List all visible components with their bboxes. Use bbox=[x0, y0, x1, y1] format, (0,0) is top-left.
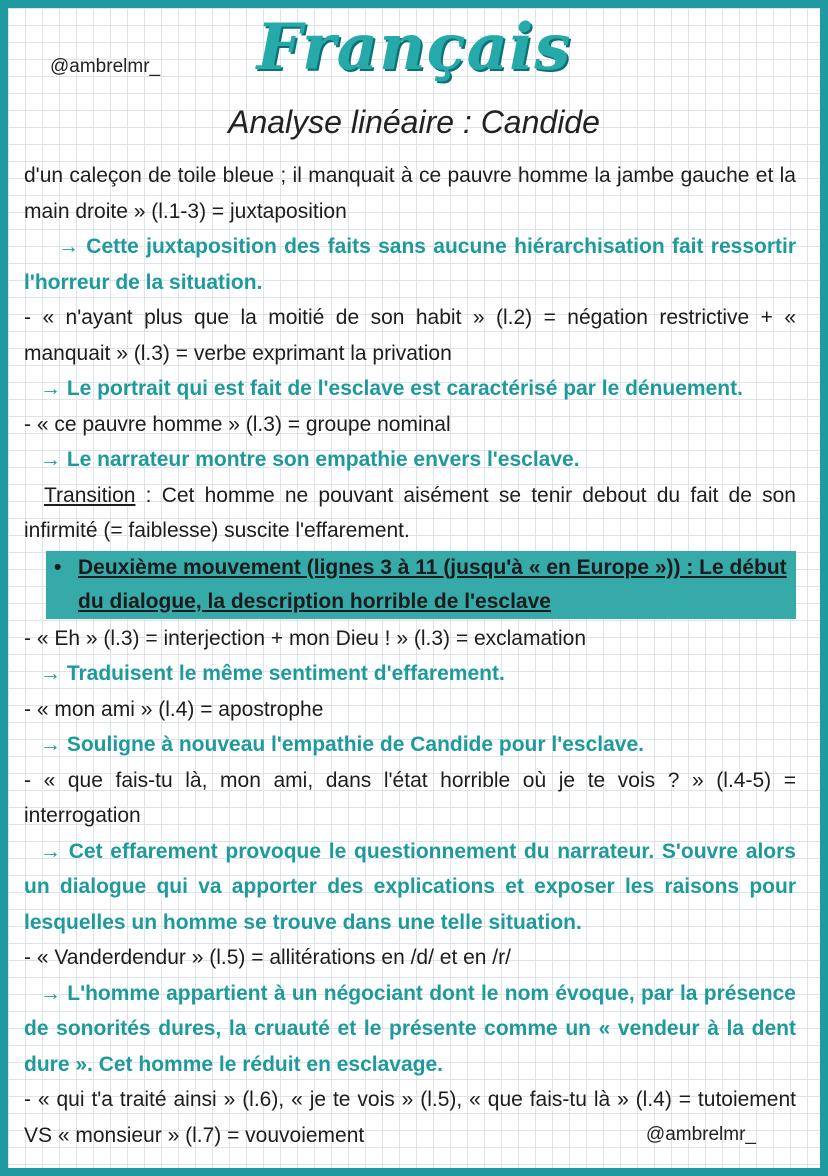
note-line: - « qui t'a traité ainsi » (l.6), « je te vois » (l.5), « que fais-tu là » (l.4) = tutoiement VS « monsieur » (l.7) = vouvoiement bbox=[24, 1088, 796, 1147]
note-conclusion: → Le portrait qui est fait de l'esclave est caractérisé par le dénuement. bbox=[40, 377, 743, 400]
note-conclusion: → Cet effarement provoque le questionnement du narrateur. S'ouvre alors un dialogue qui va apporter des explications et exposer les raisons pour lesquelles un homme se trouve dans une telle situation. bbox=[24, 839, 796, 934]
note-conclusion: → Traduisent le même sentiment d'effarement. bbox=[40, 662, 505, 685]
note-line: - « que fais-tu là, mon ami, dans l'état horrible où je te vois ? » (l.4-5) = interrogation bbox=[24, 768, 796, 827]
page-subtitle: Analyse linéaire : Candide bbox=[228, 104, 600, 140]
section-heading bbox=[46, 551, 796, 619]
note-line: d'un caleçon de toile bleue ; il manquait à ce pauvre homme la jambe gauche et la main droite » (l.1-3) = juxtaposition bbox=[24, 164, 796, 223]
note-conclusion: → L'homme appartient à un négociant dont le nom évoque, par la présence de sonorités dures, la cruauté et le présente comme un « vendeur à la dent dure ». Cet homme le réduit en esclavage. bbox=[24, 981, 796, 1076]
note-line: - « Eh » (l.3) = interjection + mon Dieu ! » (l.3) = exclamation bbox=[24, 626, 587, 650]
section-title: Deuxième mouvement (lignes 3 à 11 (jusqu'à « en Europe »)) : Le début du dialogue, la description horrible de l'esclave bbox=[78, 555, 787, 613]
author-handle: @ambrelmr_ bbox=[50, 56, 161, 77]
notebook-page bbox=[8, 8, 820, 1168]
bullet-icon: • bbox=[54, 555, 62, 579]
note-line: - « n'ayant plus que la moitié de son habit » (l.2) = négation restrictive + « manquait » (l.3) = verbe exprimant la privation bbox=[24, 306, 796, 365]
note-conclusion: → Souligne à nouveau l'empathie de Candide pour l'esclave. bbox=[40, 733, 644, 756]
author-handle-footer: @ambrelmr_ bbox=[645, 1124, 756, 1145]
note-line: - « mon ami » (l.4) = apostrophe bbox=[24, 697, 324, 721]
note-conclusion: → Cette juxtaposition des faits sans aucune hiérarchisation fait ressortir l'horreur de la situation. bbox=[24, 235, 796, 294]
transition-line bbox=[24, 478, 796, 549]
transition-label: Transition bbox=[44, 483, 136, 507]
page-title: Français bbox=[256, 10, 572, 85]
note-line: - « ce pauvre homme » (l.3) = groupe nominal bbox=[24, 412, 451, 436]
transition-text: : Cet homme ne pouvant aisément se tenir debout du fait de son infirmité (= faiblesse) suscite l'effarement. bbox=[24, 483, 796, 542]
note-conclusion: → Le narrateur montre son empathie envers l'esclave. bbox=[40, 448, 580, 471]
note-line: - « Vanderdendur » (l.5) = allitérations en /d/ et en /r/ bbox=[24, 946, 511, 969]
notes-content bbox=[24, 158, 796, 1153]
